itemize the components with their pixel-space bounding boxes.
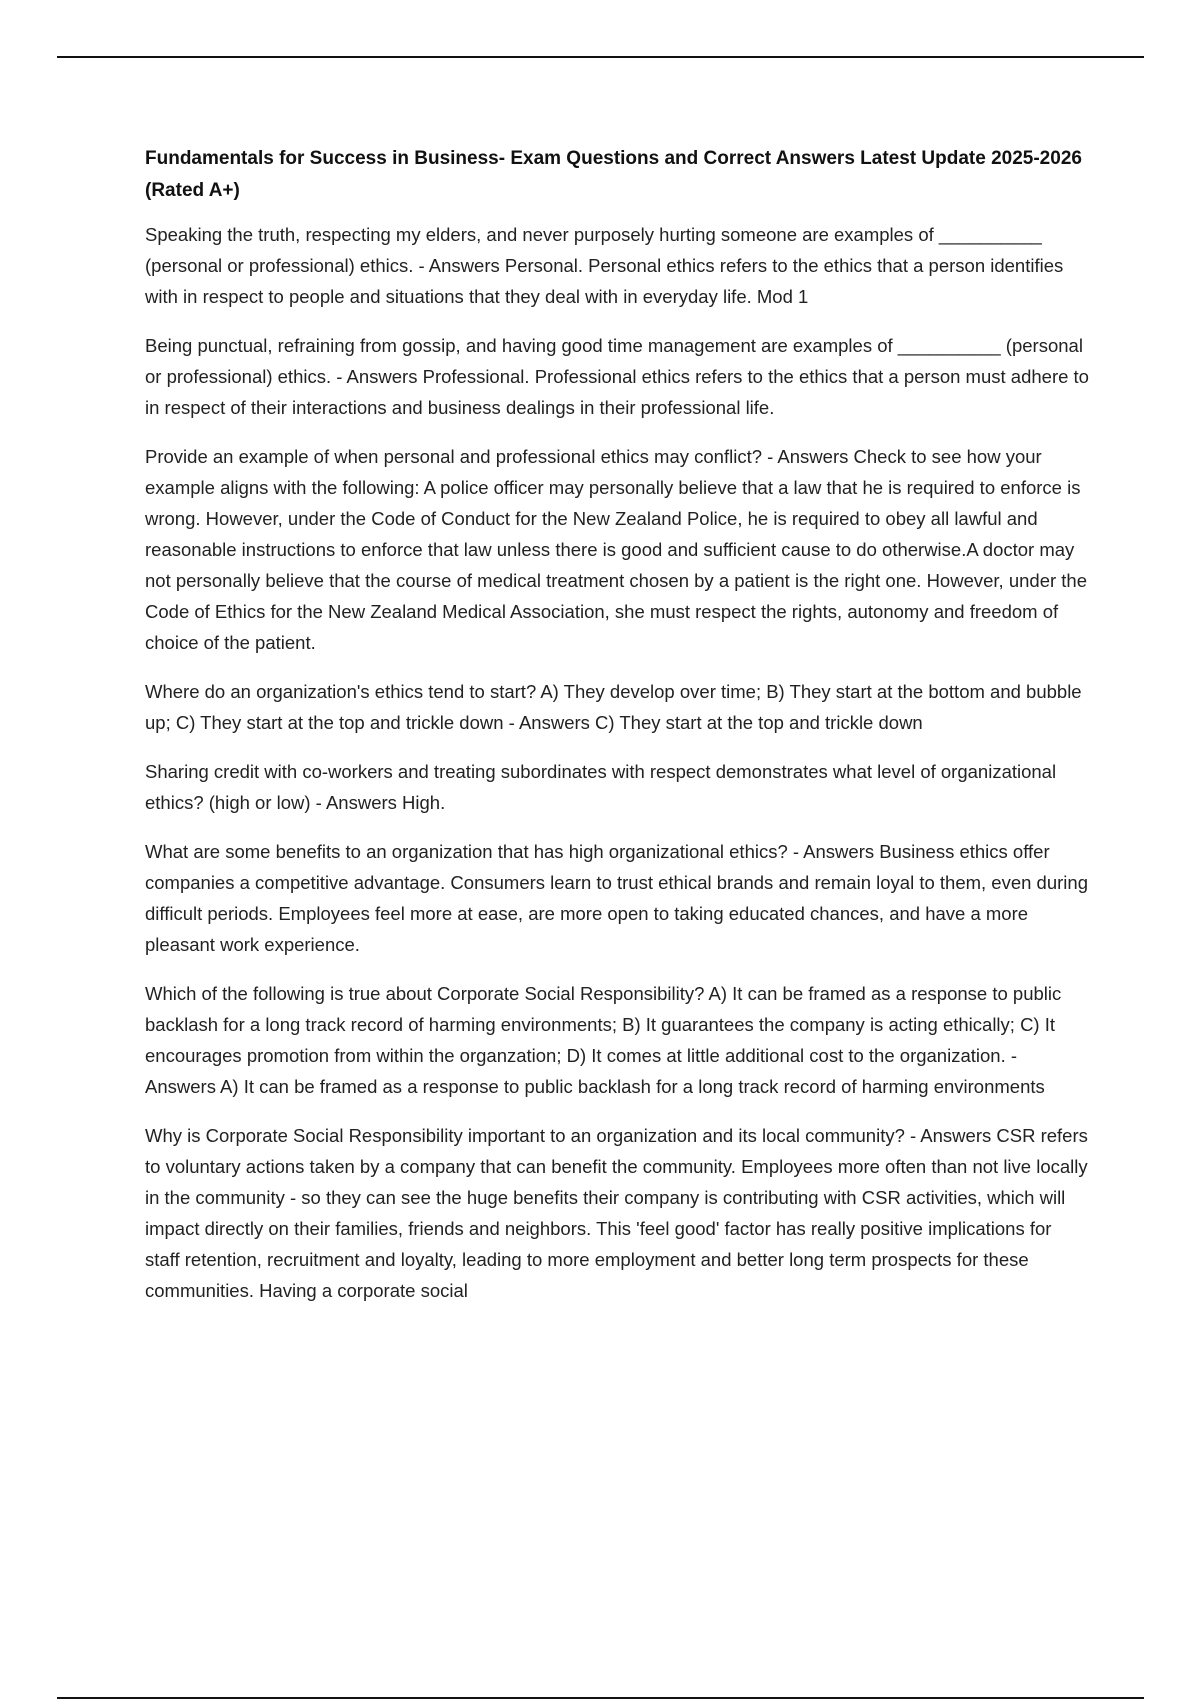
qa-entry-ethics-conflict: Provide an example of when personal and professional ethics may conflict? - Answers Check to see how your example aligns with the following: A police officer may personally believe that a law that he is required to enforce is wrong. However, under the Code of Conduct for the New Zealand Police, he is required to obey all lawful and reasonable instructions to enforce that law unless there is good and sufficient cause to do otherwise.A doctor may not personally believe that the course of medical treatment chosen by a patient is the right one. However, under the Code of Ethics for the New Zealand Medical Association, she must respect the rights, autonomy and freedom of choice of the patient. <box>145 446 1088 653</box>
qa-entry-ethics-origin: Where do an organization's ethics tend to start? A) They develop over time; B) They start at the bottom and bubble up; C) They start at the top and trickle down - Answers C) They start at the top and trickle down <box>145 681 1082 733</box>
qa-entry-ethics-level: Sharing credit with co-workers and treating subordinates with respect demonstrates what level of organizational ethics? (high or low) - Answers High. <box>145 761 1057 813</box>
document-body <box>145 143 1090 1324</box>
page-bottom-rule <box>57 1697 1144 1699</box>
document-title: Fundamentals for Success in Business- Exam Questions and Correct Answers Latest Update 2025-2026 (Rated A+) <box>145 148 1082 201</box>
qa-entry-personal-ethics: Speaking the truth, respecting my elders, and never purposely hurting someone are examples of __________ (personal or professional) ethics. - Answers Personal. Personal ethics refers to the ethics that a person identifies with in respect to people and situations that they deal with in everyday life. Mod 1 <box>145 224 1064 307</box>
page-top-rule <box>57 56 1144 58</box>
qa-entry-ethics-benefits: What are some benefits to an organization that has high organizational ethics? - Answers Business ethics offer companies a competitive advantage. Consumers learn to trust ethical brands and remain loyal to them, even during difficult periods. Employees feel more at ease, are more open to taking educated chances, and have a more pleasant work experience. <box>145 841 1088 955</box>
qa-entry-professional-ethics: Being punctual, refraining from gossip, and having good time management are examples of __________ (personal or professional) ethics. - Answers Professional. Professional ethics refers to the ethics that a person must adhere to in respect of their interactions and business dealings in their professional life. <box>145 335 1089 418</box>
qa-entry-csr-true: Which of the following is true about Corporate Social Responsibility? A) It can be framed as a response to public backlash for a long track record of harming environments; B) It guarantees the company is acting ethically; C) It encourages promotion from within the organzation; D) It comes at little additional cost to the organization. - Answers A) It can be framed as a response to public backlash for a long track record of harming environments <box>145 983 1062 1097</box>
qa-entry-csr-importance: Why is Corporate Social Responsibility important to an organization and its local community? - Answers CSR refers to voluntary actions taken by a company that can benefit the community. Employees more often than not live locally in the community - so they can see the huge benefits their company is contributing with CSR activities, which will impact directly on their families, friends and neighbors. This 'feel good' factor has really positive implications for staff retention, recruitment and loyalty, leading to more employment and better long term prospects for these communities. Having a corporate social <box>145 1125 1088 1301</box>
